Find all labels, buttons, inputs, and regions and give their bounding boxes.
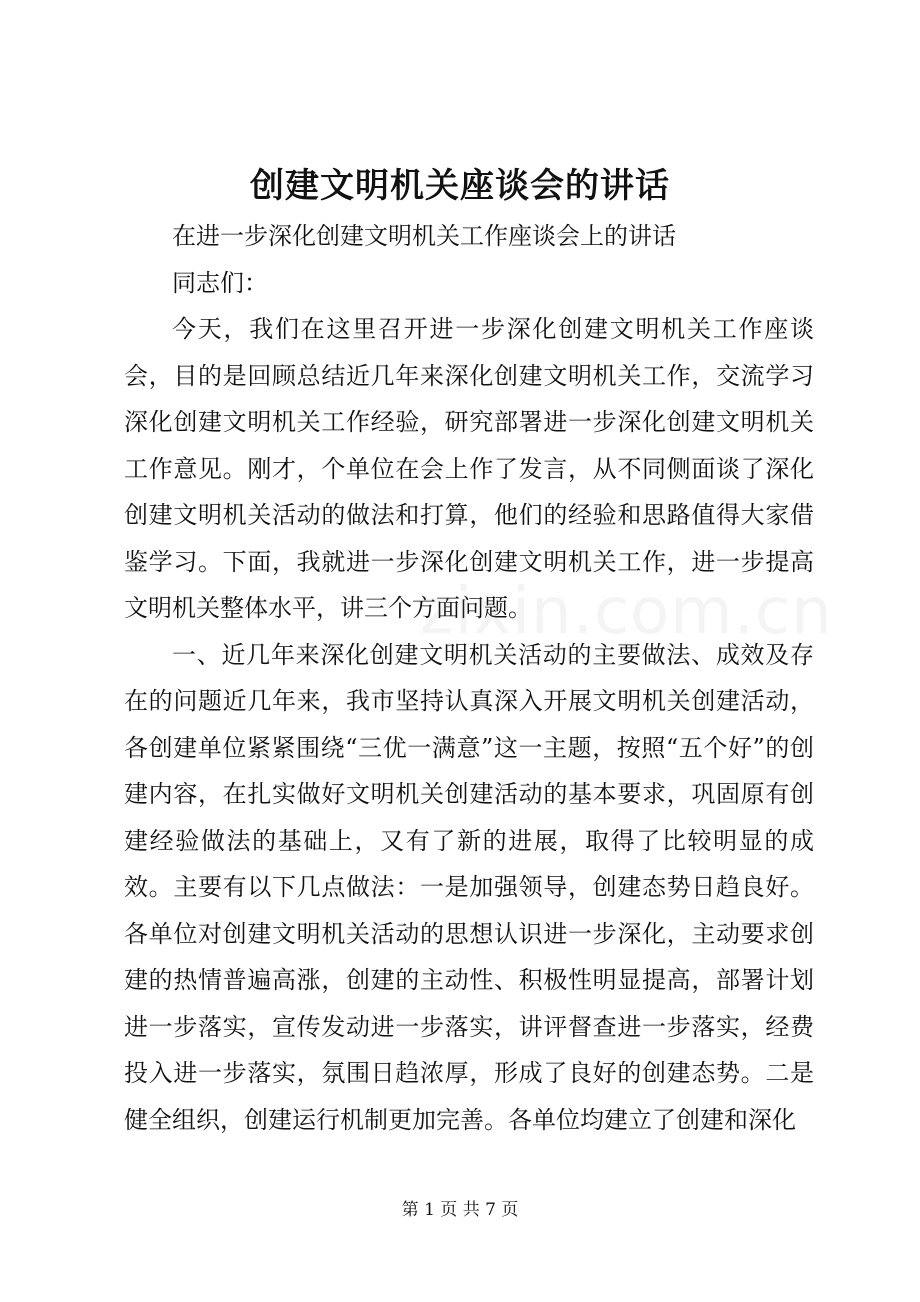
speech-subtitle: 在进一步深化创建文明机关工作座谈会上的讲话 — [172, 222, 676, 250]
page-footer: 第 1 页 共 7 页 — [401, 1200, 519, 1220]
watermark-logo: zixin.com.cn — [420, 575, 833, 649]
paragraph-section-one: 一、近几年来深化创建文明机关活动的主要做法、成效及存在的问题近几年来，我市坚持认真深入开展文明机关创建活动，各创建单位紧紧围绕“三优一满意”这一主题，按照“五个好”的创建内容，在扎实做好文明机关创建活动的基本要求，巩固原有创建经验做法的基础上，又有了新的进展，取得了比较明显的成效。主要有以下几点做法：一是加强领导，创建态势日趋良好。各单位对创建文明机关活动的思想认识进一步深化，主动要求创建的热情普遍高涨，创建的主动性、积极性明显提高，部署计划进一步落实，宣传发动进一步落实，讲评督查进一步落实，经费投入进一步落实，氛围日趋浓厚，形成了良好的创建态势。二是健全组织，创建运行机制更加完善。各单位均建立了创建和深化 — [124, 640, 814, 1134]
document-body — [124, 213, 814, 1143]
document-title: 创建文明机关座谈会的讲话 — [250, 166, 670, 206]
salutation: 同志们： — [172, 268, 268, 297]
paragraph-intro: 今天，我们在这里召开进一步深化创建文明机关工作座谈会，目的是回顾总结近几年来深化创建文明机关工作，交流学习深化创建文明机关工作经验，研究部署进一步深化创建文明机关工作意见。刚才，个单位在会上作了发言，从不同侧面谈了深化创建文明机关活动的做法和打算，他们的经验和思路值得大家借鉴学习。下面，我就进一步深化创建文明机关工作，进一步提高文明机关整体水平，讲三个方面问题。 — [124, 315, 814, 622]
